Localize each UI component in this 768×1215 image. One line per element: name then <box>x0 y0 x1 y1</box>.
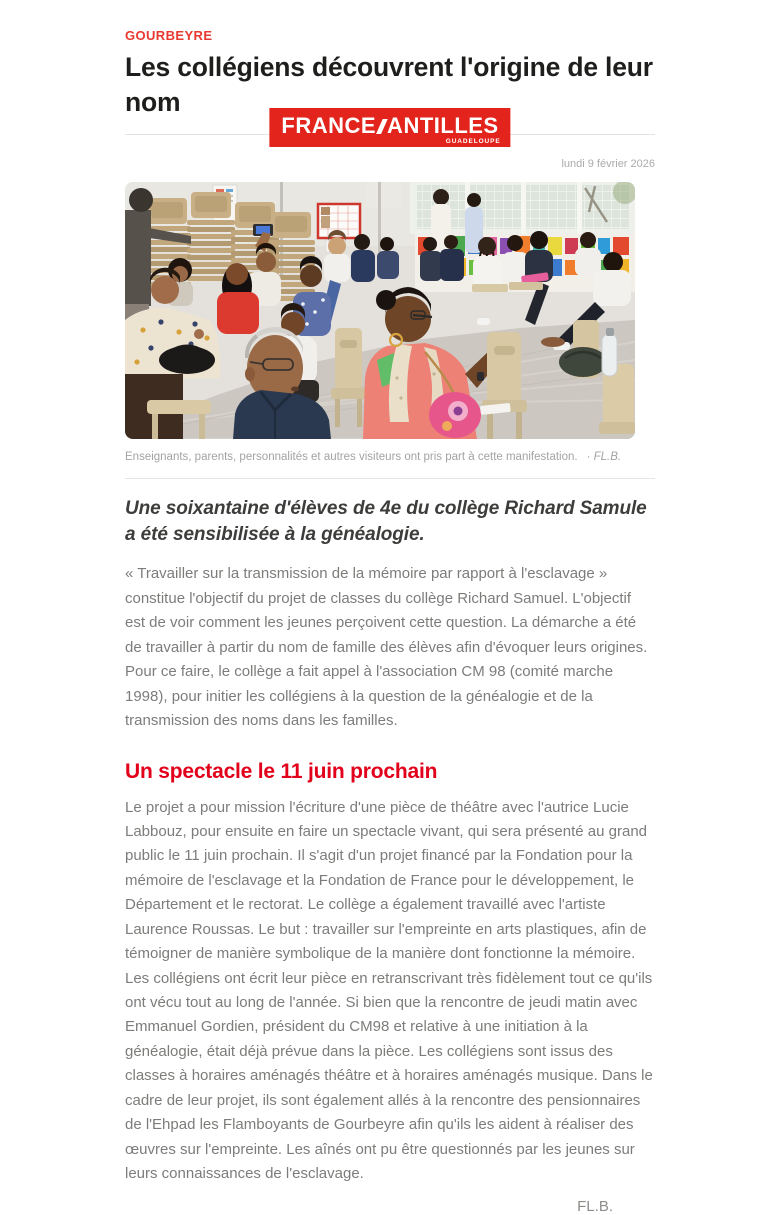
article-date: lundi 9 février 2026 <box>561 157 655 170</box>
author-signature: FL.B. <box>577 1197 613 1215</box>
article-lede: Une soixantaine d'élèves de 4e du collège Richard Samule a été sensibilisée à la généalogie. <box>125 498 647 546</box>
france-antilles-logo <box>269 108 510 147</box>
photo-caption-text: Enseignants, parents, personnalités et autres visiteurs ont pris part à cette manifestation. <box>125 450 578 463</box>
masthead-slash-icon <box>376 119 388 134</box>
masthead-part2: ANTILLES <box>387 112 499 138</box>
masthead-region: GUADELOUPE <box>445 137 501 145</box>
article-subheading: Un spectacle le 11 juin prochain <box>125 759 438 783</box>
section-kicker: GOURBEYRE <box>125 28 213 43</box>
body-paragraph-2: Le projet a pour mission l'écriture d'une pièce de théâtre avec l'autrice Lucie Labbouz, pour ensuite en faire un spectacle vivant, qui sera présenté au grand public le 11 juin prochain. Il s'agit d'un projet financé par la Fondation pour la mémoire de l'esclavage et la Fondation de France pour le développement, le Département et le rectorat. Le collège a également travaillé avec l'artiste Laurence Roussas. Le but : travailler sur l'empreinte en arts plastiques, afin de témoigner de manière symbolique de la manière dont fonctionne la mémoire. Les collégiens ont écrit leur pièce en retranscrivant très fidèlement tout ce qu'ils ont vécu tout au long de l'année. Si bien que la rencontre de jeudi matin avec Emmanuel Gordien, président du CM98 et relative à une initiation à la généalogie, était déjà prévue dans la pièce. Les collégiens sont issus des classes à horaires aménagés théâtre et à horaires aménagés musique. Dans le cadre de leur projet, ils sont également allés à la rencontre des pensionnaires de l'Ehpad les Flamboyants de Gourbeyre afin qu'ils les aident à réaliser des œuvres sur l'empreinte. Les aînés ont pu être questionnés par les jeunes sur leurs connaissances de l'esclavage. <box>125 798 653 1183</box>
article-headline: Les collégiens découvrent l'origine de leur nom <box>125 52 653 117</box>
article-page <box>125 0 655 1215</box>
body-paragraph-1: « Travailler sur la transmission de la mémoire par rapport à l'esclavage » constitue l'objectif du projet de classes du collège Richard Samuel. L'objectif est de voir comment les jeunes perçoivent cette question. La démarche a été de travailler à partir du nom de famille des élèves afin d'évoquer leurs origines. Pour ce faire, le collège a fait appel à l'association CM 98 (comité marche 1998), pour initier les collégiens à la question de la généalogie et de la transmission des noms dans les familles. <box>125 565 648 730</box>
classroom-photo-illustration <box>125 182 635 439</box>
masthead-part1: FRANCE <box>281 112 377 138</box>
article-photo <box>125 182 635 439</box>
photo-caption <box>125 449 655 465</box>
divider <box>125 478 655 479</box>
photo-credit: · FL.B. <box>586 450 622 463</box>
masthead-row <box>125 108 655 152</box>
